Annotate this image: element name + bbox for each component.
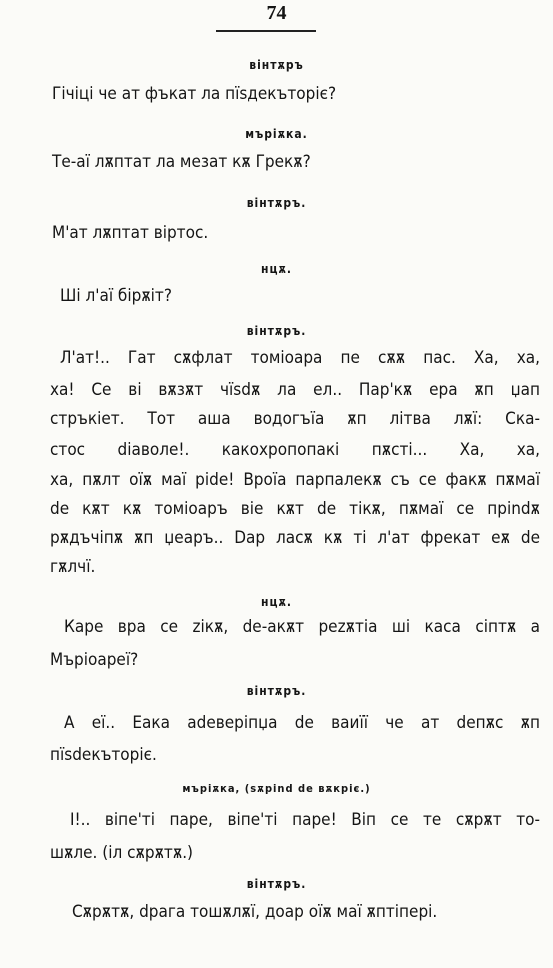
speaker-label: вінтѫръ. [246, 684, 307, 698]
dialogue-line: de кѫт кѫ томіоаръ віе кѫт de тікѫ, пѫмаї се прindѫ [50, 499, 540, 519]
dialogue-line: стос diаволе!. какохропопакі пѫсті... Ха, ха, [50, 440, 540, 460]
dialogue-line: Л'ат!.. Гат сѫфлат томіоара пе сѫѫ пас. Ха, ха, [60, 348, 540, 368]
speaker-label: вінтѫръ. [246, 324, 307, 338]
speaker-label: вінтѫръ. [246, 196, 307, 210]
dialogue-line: Ші л'аї бірѫіт? [60, 286, 172, 306]
dialogue-line: А еї.. Еака adеверіпџа de ваиїї че ат dепѫс ѫп [64, 713, 540, 733]
dialogue-line: шѫле. (іл сѫрѫтѫ.) [50, 843, 194, 863]
speaker-label: вінтѫръ. [246, 877, 307, 891]
dialogue-line: Те-аї лѫптат ла мезат кѫ Грекѫ? [52, 152, 311, 172]
dialogue-line: гѫлчї. [50, 557, 96, 577]
dialogue-line: І!.. віпе'ті паре, віпе'ті паре! Віп се те сѫрѫт то- [70, 810, 540, 830]
dialogue-line: Гічіці че ат фъкат ла пїѕдекъторіє? [52, 84, 337, 104]
dialogue-line: ха, пѫлт оїѫ маї pide! Вроїа парпалекѫ съ се факѫ пѫмаї [50, 470, 540, 490]
dialogue-line: М'ат лѫптат віртос. [52, 223, 209, 243]
dialogue-line: стръкіет. Тот аша водогъїа ѫп літва лѫї: Ска- [50, 409, 540, 429]
speaker-label: мъріѫка, (sѫрind de вѫкріє.) [182, 782, 371, 795]
speaker-label: мъріѫка. [245, 127, 308, 141]
dialogue-line: Сѫрѫтѫ, dрага тошѫлѫї, доар оїѫ маї ѫптіпері. [72, 902, 438, 922]
page-number: 74 [266, 2, 287, 24]
dialogue-line: ха! Се ві вѫзѫт чїѕdѫ ла ел.. Пар'кѫ ера ѫп џап [50, 380, 540, 400]
speaker-label: нцѫ. [261, 262, 292, 276]
dialogue-line: рѫдъчіпѫ ѫп џеаръ.. Dар ласѫ кѫ ті л'ат фрекат еѫ de [50, 528, 540, 548]
dialogue-line: пїѕdекъторіє. [50, 745, 157, 765]
header-rule [216, 30, 316, 32]
speaker-label: вінтѫръ [249, 58, 304, 72]
speaker-label: нцѫ. [261, 595, 292, 609]
dialogue-line: Каре вра се zікѫ, de-акѫт реzѫтіа ші каса сіптѫ а [64, 617, 540, 637]
dialogue-line: Мъріоареї? [50, 650, 139, 670]
